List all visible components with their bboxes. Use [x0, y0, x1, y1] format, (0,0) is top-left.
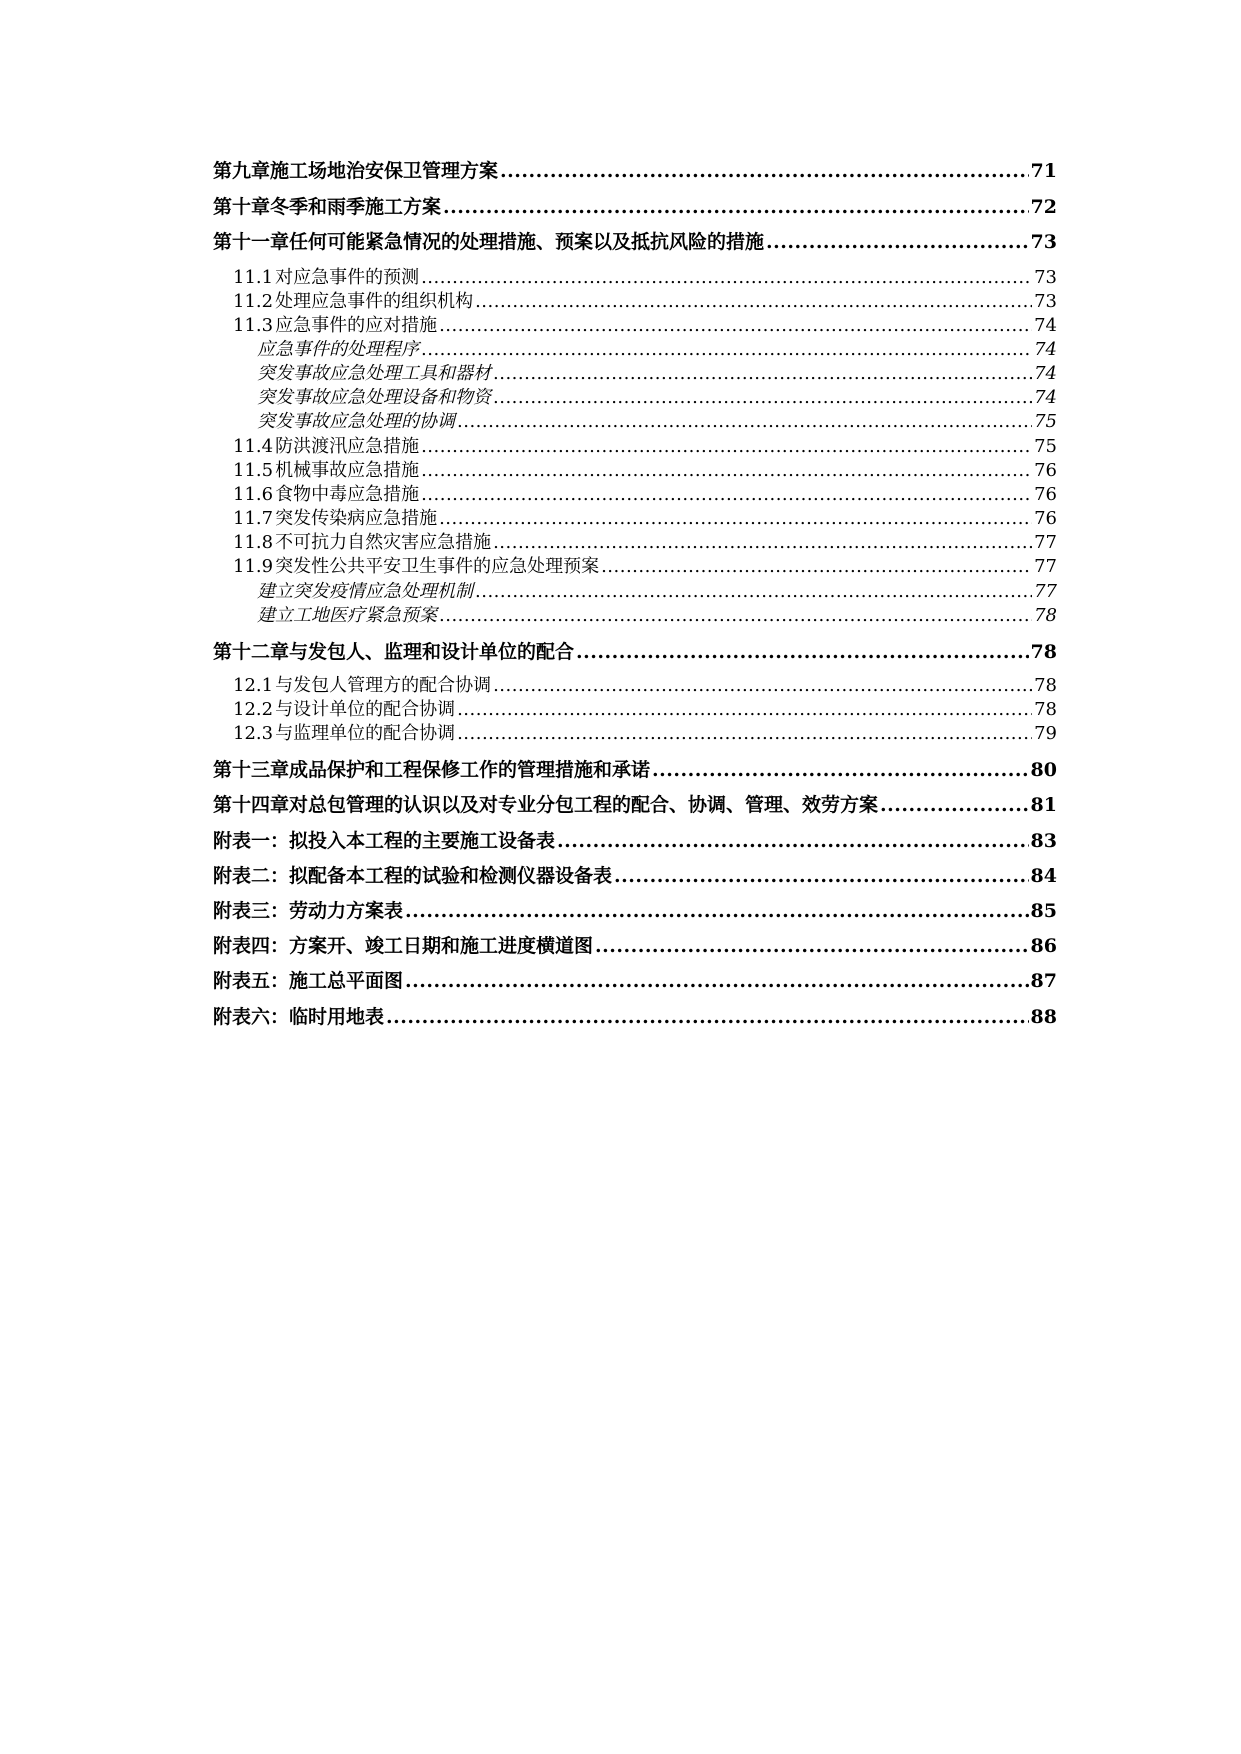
toc-entry-title: 附表一：拟投入本工程的主要施工设备表: [213, 830, 556, 852]
toc-page-number: 85: [1030, 900, 1057, 922]
toc-page-number: 76: [1034, 508, 1057, 529]
toc-dot-leader: [439, 605, 1032, 627]
toc-page-number: 84: [1030, 865, 1057, 887]
toc-page-number: 76: [1034, 484, 1057, 505]
toc-entry-number: 11.6: [233, 484, 274, 505]
toc-entry[interactable]: [213, 641, 1057, 664]
toc-dot-leader: [421, 267, 1032, 289]
toc-dot-leader: [493, 675, 1032, 697]
toc-page-number: 78: [1034, 699, 1057, 720]
toc-entry-title: 建立工地医疗紧急预案: [257, 605, 437, 626]
toc-page-number: 73: [1030, 231, 1057, 253]
toc-dot-leader: [880, 794, 1029, 817]
toc-page-number: 88: [1030, 1006, 1057, 1028]
toc-page-number: 86: [1030, 935, 1057, 957]
toc-entry-title: 机械事故应急措施: [275, 460, 420, 481]
toc-dot-leader: [421, 460, 1032, 482]
toc-entry[interactable]: [233, 532, 1057, 554]
toc-dot-leader: [475, 581, 1032, 603]
toc-entry[interactable]: [257, 605, 1057, 627]
toc-dot-leader: [457, 699, 1032, 721]
toc-dot-leader: [576, 641, 1029, 664]
toc-page-number: 87: [1030, 970, 1057, 992]
toc-entry-title: 成品保护和工程保修工作的管理措施和承诺: [289, 759, 651, 781]
toc-entry-title: 突发事故应急处理设备和物资: [257, 387, 491, 408]
toc-dot-leader: [439, 508, 1032, 530]
toc-entry-number: 第十四章: [213, 794, 290, 816]
toc-entry[interactable]: [213, 231, 1057, 254]
toc-entry[interactable]: [213, 196, 1057, 219]
toc-entry-title: 对总包管理的认识以及对专业分包工程的配合、协调、管理、效劳方案: [289, 794, 879, 816]
toc-dot-leader: [421, 339, 1032, 361]
toc-entry[interactable]: [213, 160, 1057, 183]
toc-page-number: 74: [1034, 387, 1057, 408]
toc-page-number: 81: [1030, 794, 1057, 816]
toc-entry-title: 防洪渡汛应急措施: [275, 436, 420, 457]
toc-dot-leader: [557, 830, 1029, 853]
toc-entry-number: 12.1: [233, 675, 274, 696]
toc-page-number: 73: [1034, 267, 1057, 288]
toc-entry[interactable]: [233, 508, 1057, 530]
toc-page-number: 77: [1034, 556, 1057, 577]
toc-entry[interactable]: [233, 436, 1057, 458]
toc-entry-title: 应急事件的处理程序: [257, 339, 419, 360]
toc-page-number: 77: [1034, 581, 1057, 602]
toc-entry-number: 11.3: [233, 315, 274, 336]
toc-dot-leader: [614, 865, 1029, 888]
toc-entry-number: 第十二章: [213, 641, 290, 663]
toc-entry[interactable]: [233, 484, 1057, 506]
toc-page-number: 76: [1034, 460, 1057, 481]
toc-entry[interactable]: [213, 935, 1057, 958]
toc-entry-title: 与发包人管理方的配合协调: [275, 675, 492, 696]
toc-dot-leader: [421, 436, 1032, 458]
toc-entry-number: 第九章: [213, 160, 271, 182]
toc-page-number: 83: [1030, 830, 1057, 852]
toc-page-number: 78: [1034, 675, 1057, 696]
toc-entry-number: 11.4: [233, 436, 274, 457]
toc-entry[interactable]: [233, 723, 1057, 745]
toc-entry-title: 突发事故应急处理的协调: [257, 411, 455, 432]
toc-entry[interactable]: [257, 339, 1057, 361]
toc-dot-leader: [601, 556, 1032, 578]
toc-dot-leader: [493, 363, 1032, 385]
toc-page-number: 71: [1030, 160, 1057, 182]
toc-entry[interactable]: [213, 865, 1057, 888]
toc-entry-title: 附表三：劳动力方案表: [213, 900, 404, 922]
toc-entry-title: 附表五：施工总平面图: [213, 970, 404, 992]
toc-page-number: 77: [1034, 532, 1057, 553]
toc-entry[interactable]: [257, 363, 1057, 385]
toc-entry-number: 11.1: [233, 267, 274, 288]
toc-dot-leader: [443, 196, 1029, 219]
toc-page-number: 74: [1034, 339, 1057, 360]
toc-entry[interactable]: [213, 900, 1057, 923]
toc-entry-title: 突发事故应急处理工具和器材: [257, 363, 491, 384]
toc-entry-title: 第十一章任何可能紧急情况的处理措施、预案以及抵抗风险的措施: [213, 231, 765, 253]
toc-entry-title: 与监理单位的配合协调: [275, 723, 456, 744]
toc-dot-leader: [405, 900, 1029, 923]
toc-page-number: 73: [1034, 291, 1057, 312]
toc-entry[interactable]: [233, 267, 1057, 289]
toc-entry[interactable]: [233, 675, 1057, 697]
toc-page-number: 74: [1034, 315, 1057, 336]
toc-dot-leader: [457, 723, 1032, 745]
toc-entry-number: 12.3: [233, 723, 274, 744]
toc-page-number: 74: [1034, 363, 1057, 384]
toc-dot-leader: [457, 411, 1032, 433]
toc-entry[interactable]: [257, 581, 1057, 603]
toc-dot-leader: [493, 387, 1032, 409]
toc-dot-leader: [652, 759, 1029, 782]
toc-entry[interactable]: [233, 291, 1057, 313]
toc-entry[interactable]: [213, 794, 1057, 817]
toc-dot-leader: [500, 160, 1029, 183]
toc-dot-leader: [475, 291, 1032, 313]
toc-page-number: 72: [1030, 196, 1057, 218]
toc-entry-title: 与设计单位的配合协调: [275, 699, 456, 720]
toc-entry-title: 冬季和雨季施工方案: [270, 196, 442, 218]
toc-entry-title: 与发包人、监理和设计单位的配合: [289, 641, 575, 663]
toc-entry[interactable]: [213, 759, 1057, 782]
toc-page-number: 78: [1030, 641, 1057, 663]
toc-dot-leader: [386, 1006, 1029, 1029]
toc-entry-title: 建立突发疫情应急处理机制: [257, 581, 473, 602]
toc-entry-number: 11.2: [233, 291, 274, 312]
toc-entry[interactable]: [233, 556, 1057, 578]
toc-entry[interactable]: [257, 411, 1057, 433]
toc-entry[interactable]: [213, 1006, 1057, 1029]
toc-entry-number: 11.9: [233, 556, 274, 577]
toc-entry[interactable]: [213, 830, 1057, 853]
toc-entry[interactable]: [233, 460, 1057, 482]
toc-entry-title: 突发性公共平安卫生事件的应急处理预案: [275, 556, 600, 577]
toc-entry-number: 11.8: [233, 532, 274, 553]
toc-page-number: 78: [1034, 605, 1057, 626]
toc-entry[interactable]: [257, 387, 1057, 409]
toc-entry-number: 11.5: [233, 460, 274, 481]
toc-page-number: 80: [1030, 759, 1057, 781]
toc-entry-title: 食物中毒应急措施: [275, 484, 420, 505]
toc-dot-leader: [595, 935, 1029, 958]
toc-entry-title: 应急事件的应对措施: [275, 315, 438, 336]
toc-dot-leader: [405, 970, 1029, 993]
toc-page-number: 79: [1034, 723, 1057, 744]
toc-entry-title: 对应急事件的预测: [275, 267, 420, 288]
toc-dot-leader: [766, 231, 1029, 254]
toc-entry[interactable]: [233, 315, 1057, 337]
toc-dot-leader: [439, 315, 1032, 337]
toc-entry-number: 第十三章: [213, 759, 290, 781]
toc-entry-title: 附表四：方案开、竣工日期和施工进度横道图: [213, 935, 594, 957]
toc-entry-number: 12.2: [233, 699, 274, 720]
toc-entry[interactable]: [233, 699, 1057, 721]
toc-page-number: 75: [1034, 411, 1057, 432]
toc-entry-title: 不可抗力自然灾害应急措施: [275, 532, 492, 553]
toc-entry-title: 附表六：临时用地表: [213, 1006, 385, 1028]
toc-entry[interactable]: [213, 970, 1057, 993]
toc-entry-title: 处理应急事件的组织机构: [275, 291, 474, 312]
toc-entry-title: 施工场地治安保卫管理方案: [270, 160, 499, 182]
toc-entry-title: 突发传染病应急措施: [275, 508, 438, 529]
toc-entry-number: 第十章: [213, 196, 271, 218]
toc-dot-leader: [493, 532, 1032, 554]
toc-entry-number: 11.7: [233, 508, 274, 529]
toc-page-number: 75: [1034, 436, 1057, 457]
toc-entry-title: 附表二：拟配备本工程的试验和检测仪器设备表: [213, 865, 613, 887]
toc-dot-leader: [421, 484, 1032, 506]
